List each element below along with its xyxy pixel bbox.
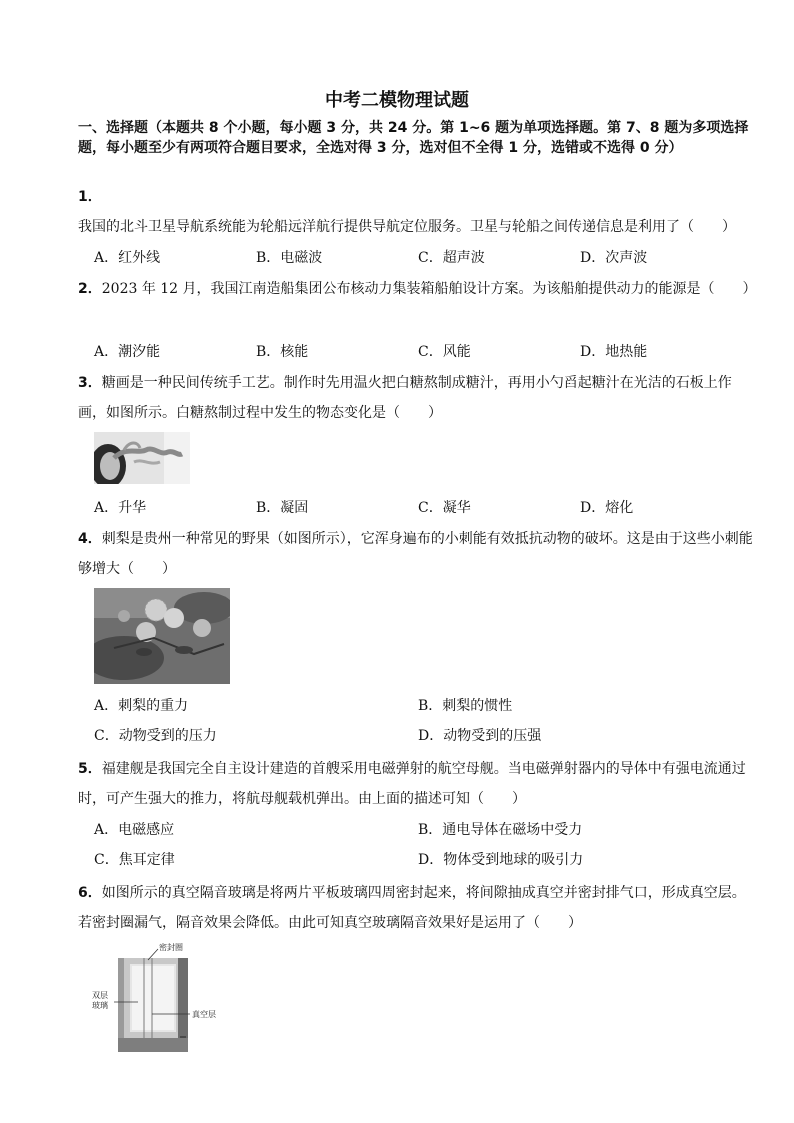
question-2 — [78, 274, 758, 304]
option-b[interactable]: B．刺梨的惯性 — [418, 698, 513, 714]
question-text: 2023 年 12 月，我国江南造船集团公布核动力集装箱船舶设计方案。为该船舶提供动力的能源是（ ） — [101, 281, 757, 297]
question-text: 福建舰是我国完全自主设计建造的首艘采用电磁弹射的航空母舰。当电磁弹射器内的导体中有强电流通过时，可产生强大的推力，将航母舰载机弹出。由上面的描述可知（ ） — [78, 761, 746, 807]
option-b[interactable]: B．核能 — [256, 344, 309, 360]
page-title: 中考二模物理试题 — [325, 90, 469, 111]
option-a[interactable]: A．红外线 — [94, 250, 161, 266]
question-text: 我国的北斗卫星导航系统能为轮船远洋航行提供导航定位服务。卫星与轮船之间传递信息是利用了（ ） — [78, 219, 736, 235]
question-text: 刺梨是贵州一种常见的野果（如图所示），它浑身遍布的小刺能有效抵抗动物的破坏。这是由于这些小刺能够增大（ ） — [78, 531, 753, 577]
question-3-options — [94, 498, 754, 518]
question-5 — [78, 754, 758, 814]
question-number: 5． — [78, 761, 102, 777]
question-number: 2． — [78, 281, 102, 297]
vacuum-layer-label: 真空层 — [192, 1010, 216, 1019]
option-a[interactable]: A．潮汐能 — [94, 344, 161, 360]
question-5-options-row2 — [94, 850, 754, 870]
option-c[interactable]: C．风能 — [418, 344, 471, 360]
question-5-options-row1 — [94, 820, 754, 840]
question-number: 3． — [78, 375, 102, 391]
option-d[interactable]: D．次声波 — [580, 250, 648, 266]
prickly-pear-image — [94, 588, 230, 684]
option-d[interactable]: D．动物受到的压强 — [418, 728, 542, 744]
question-3 — [78, 368, 758, 428]
section-heading: 一、选择题（本题共 8 个小题，每小题 3 分，共 24 分。第 1~6 题为单项选择题。第 7、8 题为多项选择题，每小题至少有两项符合题目要求，全选对得 3 分，选对但不全得 1 分，选错或不选得 0 分） — [78, 120, 749, 156]
option-d[interactable]: D．地热能 — [580, 344, 648, 360]
option-d[interactable]: D．物体受到地球的吸引力 — [418, 852, 584, 868]
question-number: 4． — [78, 531, 102, 547]
question-number: 1． — [78, 189, 102, 205]
option-a[interactable]: A．升华 — [94, 500, 147, 516]
option-c[interactable]: C．动物受到的压力 — [94, 728, 217, 744]
question-4 — [78, 524, 758, 584]
sugar-painting-image — [94, 432, 190, 484]
question-4-options-row2 — [94, 726, 754, 746]
question-text: 糖画是一种民间传统手工艺。制作时先用温火把白糖熬制成糖汁，再用小勺舀起糖汁在光洁的石板上作画，如图所示。白糖熬制过程中发生的物态变化是（ ） — [78, 375, 732, 421]
option-b[interactable]: B．凝固 — [256, 500, 309, 516]
question-2-options — [94, 342, 754, 362]
question-1-options — [94, 248, 754, 268]
question-text: 如图所示的真空隔音玻璃是将两片平板玻璃四周密封起来，将间隙抽成真空并密封排气口，形成真空层。若密封圈漏气，隔音效果会降低。由此可知真空玻璃隔音效果好是运用了（ ） — [78, 885, 746, 931]
double-glass-label-1: 双层 — [92, 991, 108, 1000]
seal-label: 密封圈 — [159, 943, 183, 952]
question-6 — [78, 878, 758, 938]
vacuum-glass-diagram — [86, 940, 236, 1060]
question-1 — [78, 182, 758, 242]
option-c[interactable]: C．超声波 — [418, 250, 485, 266]
option-d[interactable]: D．熔化 — [580, 500, 634, 516]
double-glass-label-2: 玻璃 — [92, 1001, 108, 1010]
option-a[interactable]: A．电磁感应 — [94, 822, 175, 838]
option-c[interactable]: C．焦耳定律 — [94, 852, 175, 868]
question-number: 6． — [78, 885, 102, 901]
option-a[interactable]: A．刺梨的重力 — [94, 698, 189, 714]
option-b[interactable]: B．通电导体在磁场中受力 — [418, 822, 583, 838]
option-b[interactable]: B．电磁波 — [256, 250, 323, 266]
question-4-options-row1 — [94, 696, 754, 716]
option-c[interactable]: C．凝华 — [418, 500, 471, 516]
